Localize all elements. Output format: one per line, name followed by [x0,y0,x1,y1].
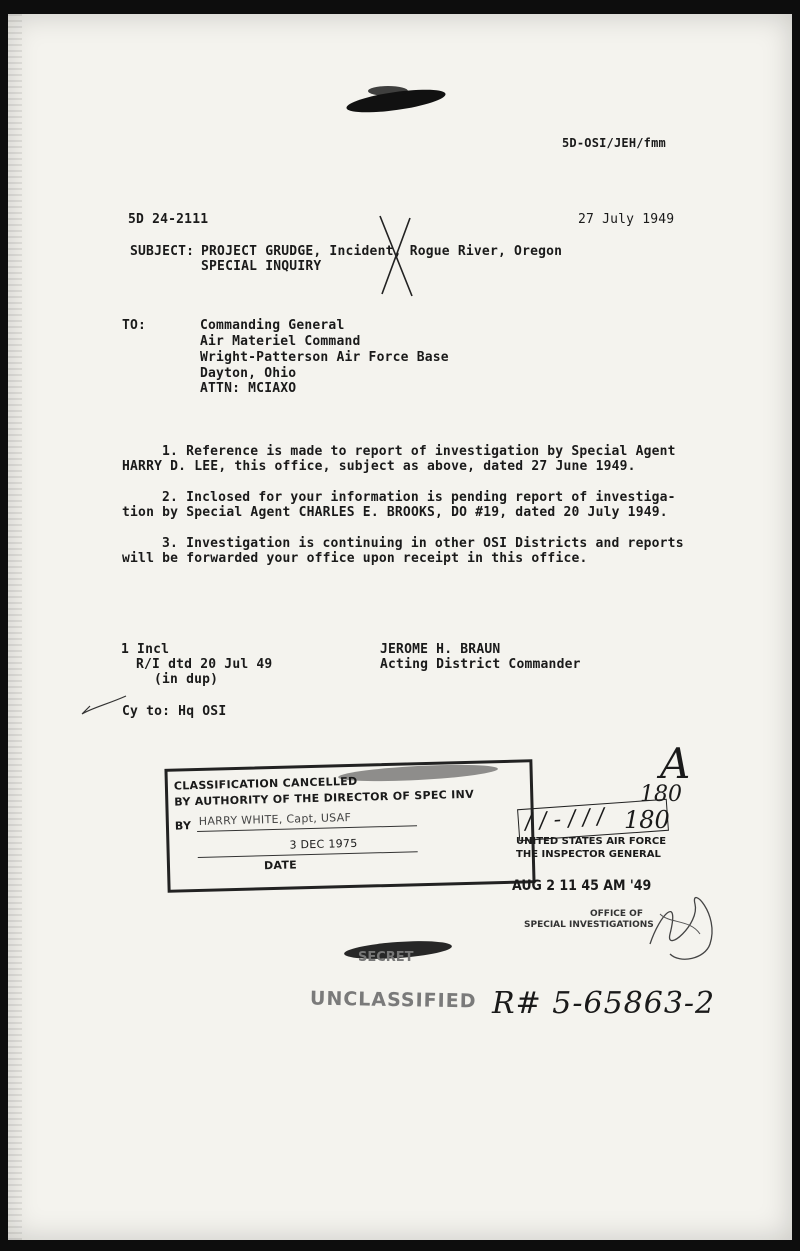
file-reference: 5D-OSI/JEH/fmm [562,136,666,150]
document-date: 27 July 1949 [578,212,675,227]
copy-to: Cy to: Hq OSI [122,704,227,719]
subject-line-1: PROJECT GRUDGE, Incident, Rogue River, Oregon [201,244,563,259]
paragraph-1-line-1: 1. Reference is made to report of investigation by Special Agent [162,444,676,459]
stamp-by-value: HARRY WHITE, Capt, USAF [198,810,352,828]
handwritten-number-box: 180 [624,806,670,834]
handwritten-x-mark [376,214,416,299]
stamp-line-2: BY AUTHORITY OF THE DIRECTOR OF SPEC INV [174,787,475,809]
receipt-office-2: SPECIAL INVESTIGATIONS [524,920,654,930]
handwritten-number-top: 180 [640,782,682,807]
document-page [8,14,792,1240]
ink-smudge-top-2 [368,86,408,96]
receipt-timestamp: AUG 2 11 45 AM '49 [512,878,652,894]
signer-name: JEROME H. BRAUN [380,642,501,657]
paragraph-3-line-1: 3. Investigation is continuing in other OSI Districts and reports [162,536,684,551]
enclosure-dup: (in dup) [154,672,219,687]
to-line-1: Commanding General [200,318,345,333]
secret-mark: SECRET [358,950,414,965]
receipt-office-1: OFFICE OF [590,909,643,919]
stamp-by-label: BY [174,819,192,833]
stamp-date-value: 3 DEC 1975 [289,836,358,852]
stamp-line-1: CLASSIFICATION CANCELLED [173,774,358,793]
stamp-date-underline [198,851,418,858]
handwritten-letter: A [660,739,691,788]
paragraph-3-line-2: will be forwarded your office upon receipt in this office. [122,551,588,566]
paragraph-2-line-1: 2. Inclosed for your information is pending report of investiga- [162,490,676,505]
signer-title: Acting District Commander [380,657,581,672]
to-line-5: ATTN: MCIAXO [200,381,297,396]
to-label: TO: [122,318,147,333]
paragraph-2-line-2: tion by Special Agent CHARLES E. BROOKS, DO #19, dated 20 July 1949. [122,505,668,520]
stamp-date-label: DATE [263,858,298,873]
document-reference: 5D 24-2111 [128,212,209,227]
subject-label: SUBJECT: [130,244,195,259]
paragraph-1-line-2: HARRY D. LEE, this office, subject as above, dated 27 June 1949. [122,459,636,474]
handwritten-strokes: / / - / / / [524,804,606,835]
receipt-line-1: UNITED STATES AIR FORCE [516,836,667,847]
handwritten-initials [640,874,730,974]
to-line-2: Air Materiel Command [200,334,361,349]
to-line-3: Wright-Patterson Air Force Base [200,350,449,365]
receipt-line-2: THE INSPECTOR GENERAL [516,849,661,860]
to-line-4: Dayton, Ohio [200,366,297,381]
enclosure-count: 1 Incl [121,642,170,657]
handwritten-arrow-mark [80,694,130,718]
subject-line-2: SPECIAL INQUIRY [201,259,322,274]
unclassified-mark: UNCLASSIFIED [309,987,477,1013]
enclosure-detail: R/I dtd 20 Jul 49 [136,657,273,672]
handwritten-reference: R# 5-65863-2 [492,986,716,1021]
